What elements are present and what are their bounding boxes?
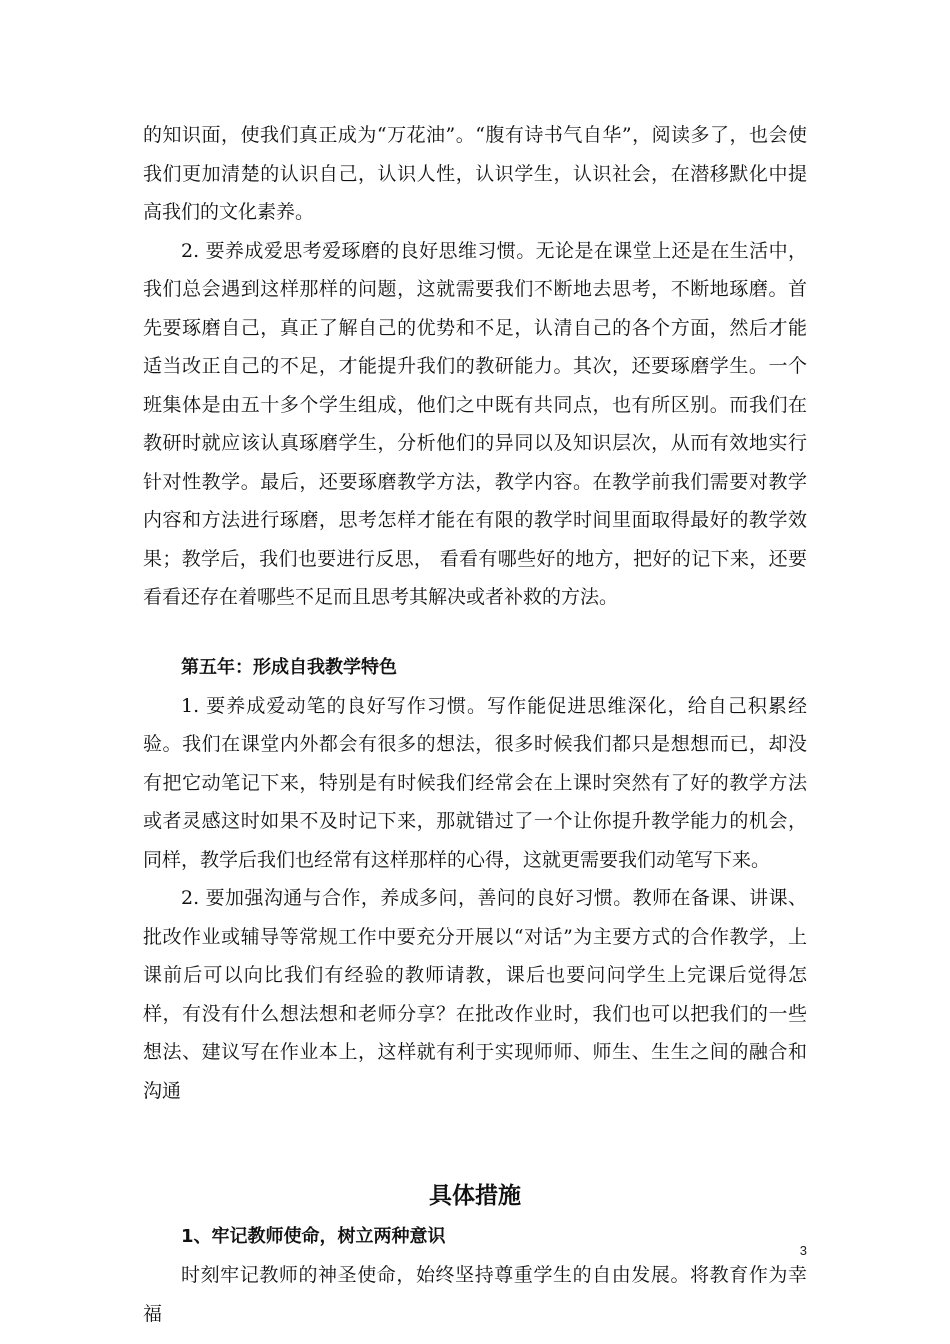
page-content	[143, 116, 807, 1333]
paragraph-thinking-habit: 2. 要养成爱思考爱琢磨的良好思维习惯。无论是在课堂上还是在生活中，我们总会遇到这样那样的问题，这就需要我们不断地去思考，不断地琢磨。首先要琢磨自己，真正了解自己的优势和不足，认清自己的各个方面，然后才能适当改正自己的不足，才能提升我们的教研能力。其次，还要琢磨学生。一个班集体是由五十多个学生组成，他们之中既有共同点，也有所区别。而我们在教研时就应该认真琢磨学生，分析他们的异同以及知识层次，从而有效地实行针对性教学。最后，还要琢磨教学方法，教学内容。在教学前我们需要对教学内容和方法进行琢磨，思考怎样才能在有限的教学时间里面取得最好的教学效果；教学后，我们也要进行反思， 看看有哪些好的地方，把好的记下来，还要看看还存在着哪些不足而且思考其解决或者补救的方法。	[143, 239, 807, 608]
spacer	[143, 617, 807, 649]
page-number: 3	[799, 1243, 807, 1258]
paragraph-communication: 2. 要加强沟通与合作，养成多问，善问的良好习惯。教师在备课、讲课、批改作业或辅导等常规工作中要充分开展以“对话”为主要方式的合作教学，上课前后可以向比我们有经验的教师请教，课后也要问问学生上完课后觉得怎样，有没有什么想法想和老师分享？在批改作业时，我们也可以把我们的一些想法、建议写在作业本上，这样就有利于实现师师、师生、生生之间的融合和沟通	[143, 887, 807, 1102]
spacer	[143, 1110, 807, 1174]
paragraph-mission: 时刻牢记教师的神圣使命，始终坚持尊重学生的自由发展。将教育作为幸福	[143, 1264, 807, 1325]
paragraph-reading: 的知识面，使我们真正成为“万花油”。“腹有诗书气自华”，阅读多了，也会使我们更加清楚的认识自己，认识人性，认识学生，认识社会，在潜移默化中提高我们的文化素养。	[143, 124, 807, 223]
section-title: 具体措施	[429, 1183, 521, 1209]
paragraph-writing-habit: 1. 要养成爱动笔的良好写作习惯。写作能促进思维深化，给自己积累经验。我们在课堂内外都会有很多的想法，很多时候我们都只是想想而已，却没有把它动笔记下来，特别是有时候我们经常会在上课时突然有了好的教学方法或者灵感这时如果不及时记下来，那就错过了一个让你提升教学能力的机会，同样，教学后我们也经常有这样那样的心得，这就更需要我们动笔写下来。	[143, 694, 807, 871]
heading-year-five: 第五年：形成自我教学特色	[181, 656, 397, 678]
heading-measure-one: 1、牢记教师使命，树立两种意识	[181, 1226, 446, 1247]
